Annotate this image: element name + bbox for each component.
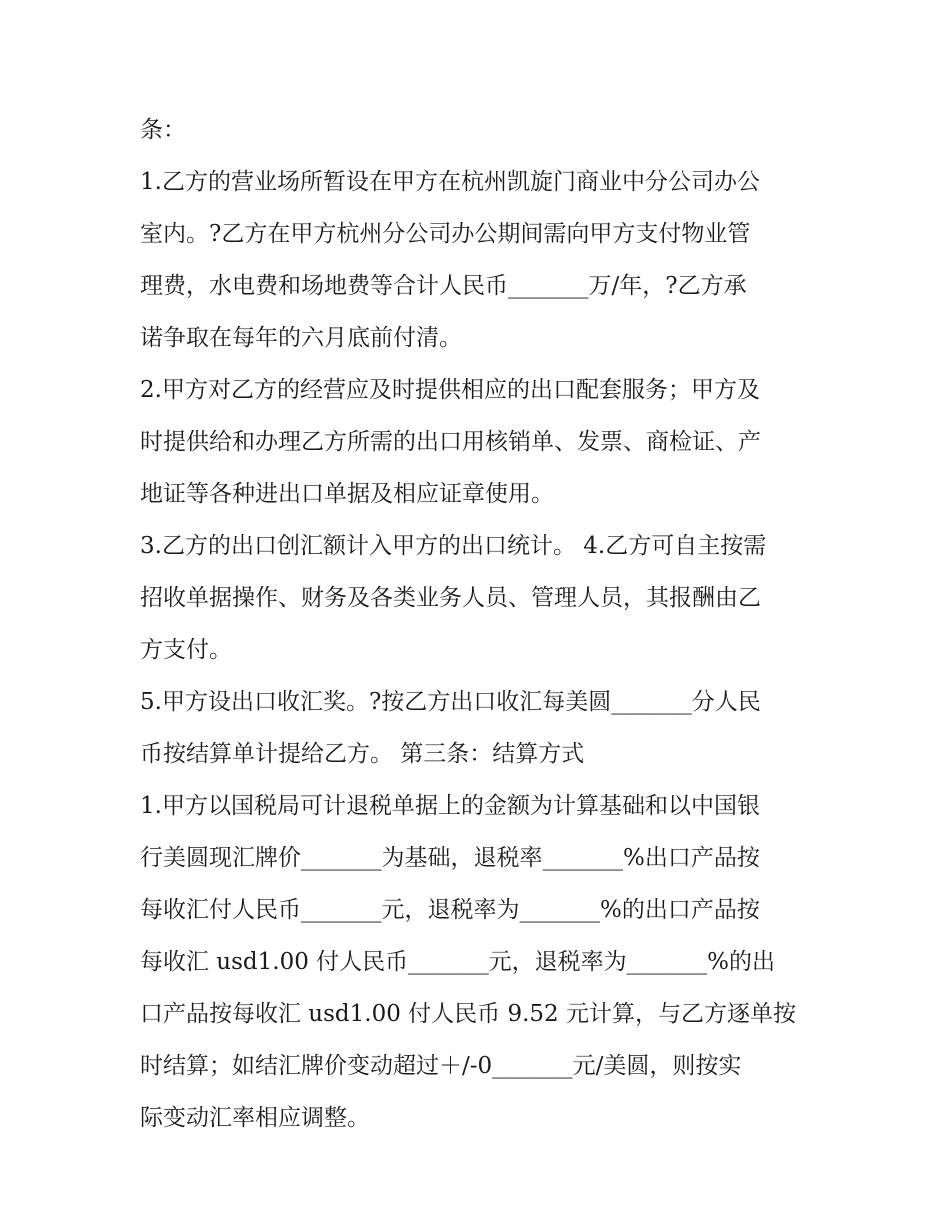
text-line-13: 币按结算单计提给乙方。 第三条：结算方式 (140, 741, 585, 767)
text-line-6: 2.甲方对乙方的经营应及时提供相应的出口配套服务；甲方及 (140, 377, 760, 403)
text-line-7: 时提供给和办理乙方所需的出口用核销单、发票、商检证、产 (140, 429, 761, 455)
text-line-5: 诺争取在每年的六月底前付清。 (140, 325, 462, 351)
text-line-12: 5.甲方设出口收汇奖。?按乙方出口收汇每美圆_______分人民 (140, 689, 761, 715)
text-line-9: 3.乙方的出口创汇额计入甲方的出口统计。 4.乙方可自主按需 (140, 533, 767, 559)
text-line-19: 时结算；如结汇牌价变动超过＋/-0_______元/美圆，则按实 (140, 1053, 742, 1079)
text-line-10: 招收单据操作、财务及各类业务人员、管理人员，其报酬由乙 (140, 585, 761, 611)
text-line-15: 行美圆现汇牌价_______为基础，退税率_______%出口产品按 (140, 845, 760, 871)
text-line-2: 1.乙方的营业场所暂设在甲方在杭州凯旋门商业中分公司办公 (140, 169, 760, 195)
text-line-1: 条： (140, 117, 186, 143)
text-line-14: 1.甲方以国税局可计退税单据上的金额为计算基础和以中国银 (140, 793, 760, 819)
text-line-8: 地证等各种进出口单据及相应证章使用。 (140, 481, 554, 507)
document-body (140, 104, 820, 1144)
text-line-16: 每收汇付人民币_______元，退税率为_______%的出口产品按 (140, 897, 760, 923)
text-line-4: 理费，水电费和场地费等合计人民币_______万/年，?乙方承 (140, 273, 747, 299)
text-line-3: 室内。?乙方在甲方杭州分公司办公期间需向甲方支付物业管 (140, 221, 751, 247)
text-line-18: 口产品按每收汇 usd1.00 付人民币 9.52 元计算，与乙方逐单按 (140, 1001, 797, 1027)
text-line-20: 际变动汇率相应调整。 (140, 1105, 370, 1131)
text-line-17: 每收汇 usd1.00 付人民币_______元，退税率为_______%的出 (140, 949, 776, 975)
text-line-11: 方支付。 (140, 637, 232, 663)
